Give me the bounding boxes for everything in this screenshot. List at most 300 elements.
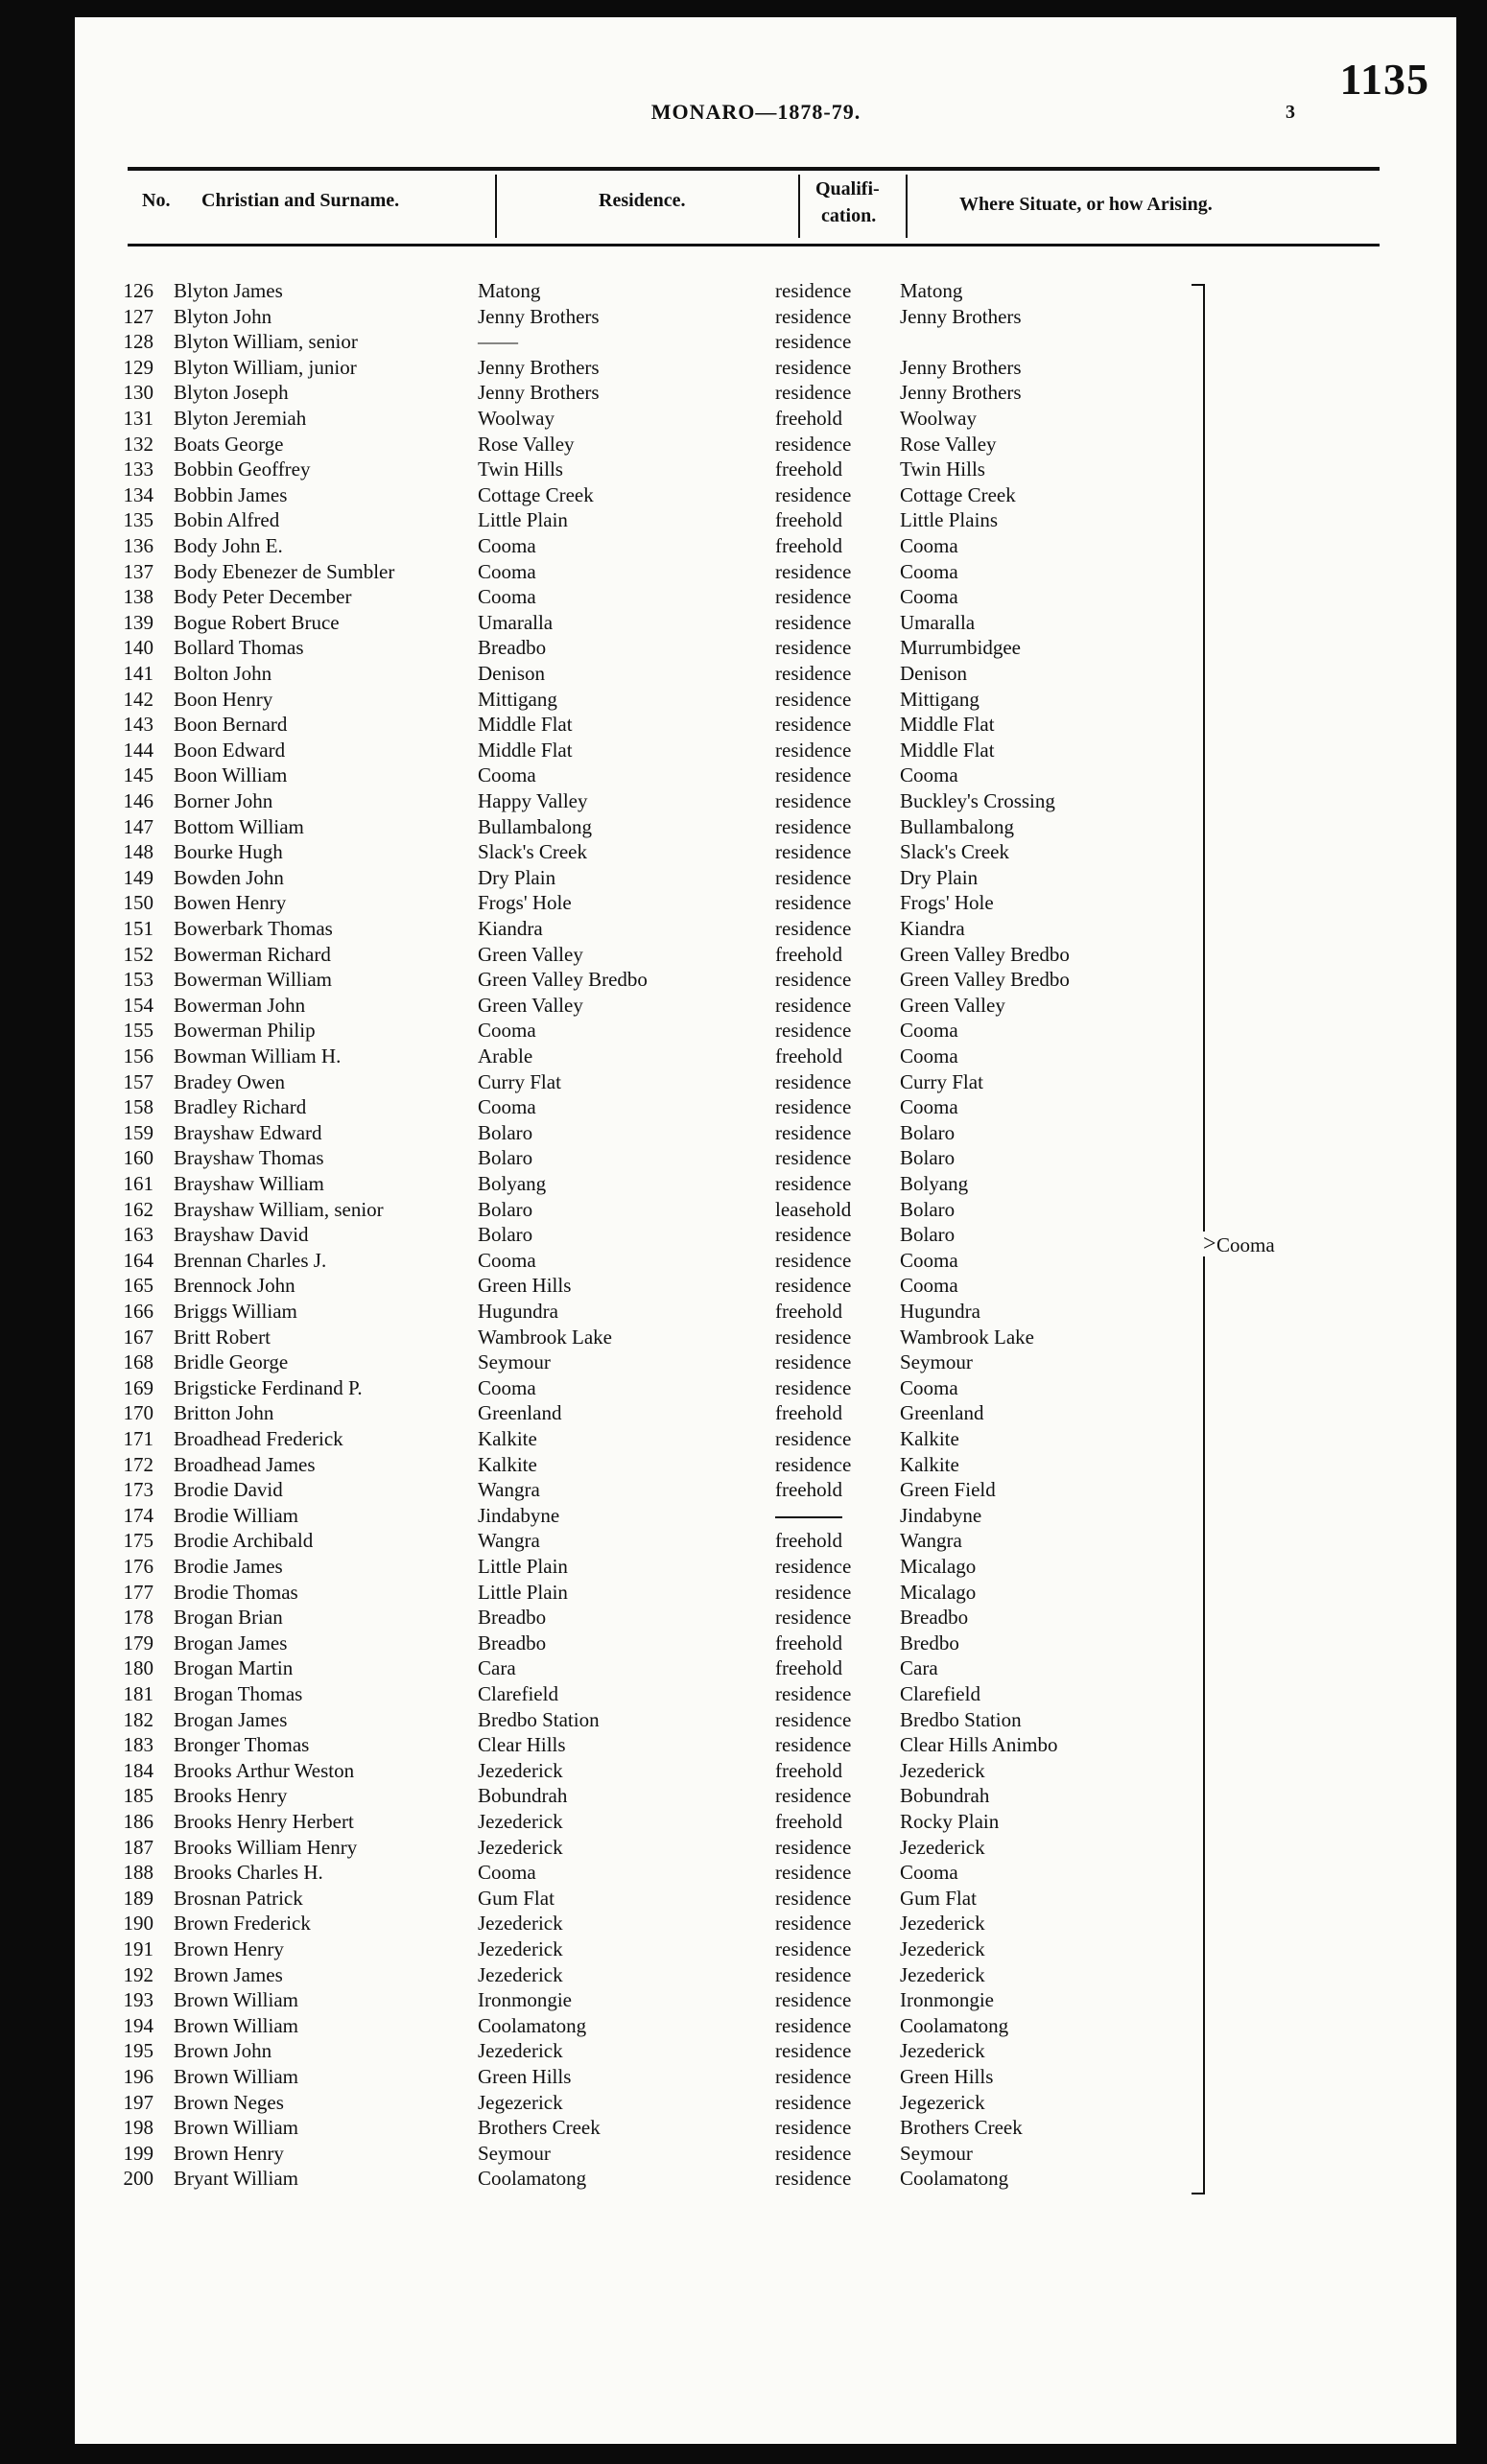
row-where: Rose Valley bbox=[900, 432, 997, 456]
row-where: Kalkite bbox=[900, 1452, 959, 1476]
row-number: 194 bbox=[123, 2013, 153, 2037]
page-title: MONARO—1878-79. bbox=[650, 100, 862, 124]
row-where: Jenny Brothers bbox=[900, 304, 1022, 328]
row-where: Cooma bbox=[900, 585, 958, 609]
row-name: Broadhead James bbox=[174, 1452, 316, 1476]
row-where: Bolaro bbox=[900, 1197, 956, 1221]
row-number: 183 bbox=[123, 1733, 153, 1757]
table-row bbox=[75, 1605, 1188, 1630]
table-row bbox=[75, 380, 1188, 405]
table-row bbox=[75, 865, 1188, 890]
row-where: Gum Flat bbox=[900, 1886, 977, 1910]
table-row bbox=[75, 1528, 1188, 1553]
row-qualification: residence bbox=[775, 1707, 852, 1731]
row-name: Bowerman Richard bbox=[174, 942, 331, 966]
row-where: Ironmongie bbox=[900, 1988, 994, 2012]
row-name: Brown William bbox=[174, 2065, 299, 2088]
row-residence: Denison bbox=[478, 662, 545, 685]
row-where: Green Hills bbox=[900, 2065, 994, 2088]
bracket-line-lower bbox=[1203, 1256, 1205, 2177]
row-residence: Green Valley bbox=[478, 942, 583, 966]
row-number: 200 bbox=[123, 2167, 153, 2191]
row-number: 152 bbox=[123, 942, 153, 966]
table-row bbox=[75, 406, 1188, 431]
row-name: Bourke Hugh bbox=[174, 840, 283, 864]
row-number: 192 bbox=[123, 1962, 153, 1986]
header-rule-bottom bbox=[128, 244, 1380, 246]
row-residence: Mittigang bbox=[478, 687, 557, 711]
row-number: 145 bbox=[123, 763, 153, 787]
row-number: 157 bbox=[123, 1069, 153, 1093]
row-where: Cooma bbox=[900, 534, 958, 557]
row-name: Blyton Joseph bbox=[174, 381, 289, 405]
row-name: Bobbin Geoffrey bbox=[174, 458, 311, 481]
table-row bbox=[75, 1936, 1188, 1961]
row-number: 190 bbox=[123, 1912, 153, 1936]
table-row bbox=[75, 788, 1188, 813]
table-row bbox=[75, 1197, 1188, 1222]
row-name: Blyton Jeremiah bbox=[174, 407, 307, 430]
table-row bbox=[75, 2064, 1188, 2089]
row-residence: Cooma bbox=[478, 559, 536, 583]
row-name: Bridle George bbox=[174, 1350, 289, 1374]
row-qualification: residence bbox=[775, 865, 852, 889]
row-residence: Bobundrah bbox=[478, 1784, 568, 1808]
row-residence: Gum Flat bbox=[478, 1886, 555, 1910]
row-qualification: residence bbox=[775, 1886, 852, 1910]
row-residence: Jezederick bbox=[478, 1912, 563, 1936]
row-residence: Bredbo Station bbox=[478, 1707, 600, 1731]
table-row bbox=[75, 1426, 1188, 1451]
row-name: Brayshaw William bbox=[174, 1172, 324, 1195]
row-name: Boon Edward bbox=[174, 738, 286, 762]
row-where: Brothers Creek bbox=[900, 2116, 1023, 2140]
row-residence: Bolaro bbox=[478, 1120, 533, 1144]
table-row bbox=[75, 993, 1188, 1018]
row-number: 199 bbox=[123, 2141, 153, 2165]
row-name: Brooks Charles H. bbox=[174, 1861, 323, 1885]
row-residence: Jindabyne bbox=[478, 1503, 560, 1527]
table-row bbox=[75, 1554, 1188, 1579]
row-name: Brayshaw Edward bbox=[174, 1120, 322, 1144]
row-residence: Coolamatong bbox=[478, 2013, 587, 2037]
row-name: Brayshaw David bbox=[174, 1223, 309, 1247]
row-qualification: residence bbox=[775, 763, 852, 787]
table-row bbox=[75, 839, 1188, 864]
row-residence: Cooma bbox=[478, 1861, 536, 1885]
row-residence: Clarefield bbox=[478, 1682, 558, 1705]
row-residence: Rose Valley bbox=[478, 432, 575, 456]
row-where: Breadbo bbox=[900, 1606, 969, 1630]
row-name: Brown Henry bbox=[174, 2141, 284, 2165]
table-row bbox=[75, 1835, 1188, 1860]
header-rule-top bbox=[128, 167, 1380, 171]
row-qualification: freehold bbox=[775, 1758, 842, 1782]
row-number: 154 bbox=[123, 993, 153, 1017]
row-qualification: freehold bbox=[775, 1631, 842, 1654]
row-number: 189 bbox=[123, 1886, 153, 1910]
row-name: Brooks Arthur Weston bbox=[174, 1758, 355, 1782]
row-residence: Jezederick bbox=[478, 1758, 563, 1782]
row-residence: Breadbo bbox=[478, 1606, 547, 1630]
row-where: Murrumbidgee bbox=[900, 636, 1021, 660]
row-where: Kiandra bbox=[900, 917, 965, 940]
row-qualification: residence bbox=[775, 662, 852, 685]
row-number: 160 bbox=[123, 1146, 153, 1170]
row-number: 132 bbox=[123, 432, 153, 456]
row-residence: Wangra bbox=[478, 1478, 540, 1502]
row-qualification: residence bbox=[775, 1682, 852, 1705]
row-name: Bowerbark Thomas bbox=[174, 917, 333, 940]
table-row bbox=[75, 1886, 1188, 1911]
row-residence: Green Hills bbox=[478, 1274, 572, 1298]
row-name: Brown William bbox=[174, 2116, 299, 2140]
row-qualification: residence bbox=[775, 1861, 852, 1885]
table-row bbox=[75, 432, 1188, 457]
row-where: Green Field bbox=[900, 1478, 996, 1502]
row-where: Slack's Creek bbox=[900, 840, 1010, 864]
row-residence: Jezederick bbox=[478, 1962, 563, 1986]
table-row bbox=[75, 1809, 1188, 1834]
row-qualification: freehold bbox=[775, 458, 842, 481]
row-name: Brogan James bbox=[174, 1707, 288, 1731]
row-qualification: residence bbox=[775, 610, 852, 634]
table-row bbox=[75, 661, 1188, 686]
row-number: 166 bbox=[123, 1300, 153, 1323]
row-residence: Bullambalong bbox=[478, 814, 592, 838]
table-row bbox=[75, 1044, 1188, 1068]
row-name: Broadhead Frederick bbox=[174, 1427, 343, 1450]
row-name: Bobbin James bbox=[174, 482, 288, 506]
row-where: Bolaro bbox=[900, 1223, 956, 1247]
row-qualification: residence bbox=[775, 1912, 852, 1936]
row-number: 169 bbox=[123, 1375, 153, 1399]
row-residence: Cooma bbox=[478, 763, 536, 787]
row-number: 188 bbox=[123, 1861, 153, 1885]
row-qualification: residence bbox=[775, 2141, 852, 2165]
table-row bbox=[75, 2013, 1188, 2038]
row-number: 129 bbox=[123, 355, 153, 379]
row-name: Brodie David bbox=[174, 1478, 283, 1502]
row-residence: —— bbox=[478, 330, 518, 354]
row-qualification: residence bbox=[775, 1120, 852, 1144]
row-residence: Jenny Brothers bbox=[478, 304, 600, 328]
table-row bbox=[75, 507, 1188, 532]
row-residence: Green Valley Bredbo bbox=[478, 968, 648, 992]
row-qualification: residence bbox=[775, 1350, 852, 1374]
row-name: Blyton John bbox=[174, 304, 272, 328]
row-residence: Jezederick bbox=[478, 1835, 563, 1859]
row-residence: Arable bbox=[478, 1044, 533, 1068]
row-number: 174 bbox=[123, 1503, 153, 1527]
row-name: Bowerman John bbox=[174, 993, 306, 1017]
column-divider bbox=[906, 175, 908, 238]
row-where: Bredbo Station bbox=[900, 1707, 1022, 1731]
row-residence: Hugundra bbox=[478, 1300, 558, 1323]
row-residence: Twin Hills bbox=[478, 458, 563, 481]
page bbox=[75, 17, 1456, 2444]
row-qualification: residence bbox=[775, 1274, 852, 1298]
table-row bbox=[75, 1222, 1188, 1247]
table-row bbox=[75, 1400, 1188, 1425]
row-name: Bradley Richard bbox=[174, 1095, 307, 1119]
row-name: Bollard Thomas bbox=[174, 636, 304, 660]
row-qualification: residence bbox=[775, 1580, 852, 1604]
sheet-number: 3 bbox=[1286, 102, 1295, 123]
row-name: Brodie Thomas bbox=[174, 1580, 298, 1604]
row-where: Wangra bbox=[900, 1529, 962, 1553]
row-where: Bolaro bbox=[900, 1146, 956, 1170]
row-where: Micalago bbox=[900, 1580, 977, 1604]
table-row bbox=[75, 2141, 1188, 2166]
row-number: 141 bbox=[123, 662, 153, 685]
row-number: 140 bbox=[123, 636, 153, 660]
row-qualification: residence bbox=[775, 1146, 852, 1170]
row-name: Brooks William Henry bbox=[174, 1835, 358, 1859]
blank-dash bbox=[775, 1516, 842, 1518]
row-qualification: residence bbox=[775, 559, 852, 583]
row-qualification: leasehold bbox=[775, 1197, 852, 1221]
row-name: Bowen Henry bbox=[174, 891, 287, 915]
row-qualification: residence bbox=[775, 1427, 852, 1450]
row-qualification: residence bbox=[775, 2039, 852, 2063]
row-residence: Cottage Creek bbox=[478, 482, 594, 506]
row-qualification: residence bbox=[775, 1988, 852, 2012]
table-row bbox=[75, 482, 1188, 507]
row-qualification: residence bbox=[775, 917, 852, 940]
table-row bbox=[75, 1069, 1188, 1094]
col-header-where: Where Situate, or how Arising. bbox=[959, 194, 1213, 215]
row-where: Green Valley Bredbo bbox=[900, 968, 1070, 992]
row-where: Mittigang bbox=[900, 687, 980, 711]
row-name: Briggs William bbox=[174, 1300, 297, 1323]
row-where: Green Valley Bredbo bbox=[900, 942, 1070, 966]
row-qualification: residence bbox=[775, 2090, 852, 2114]
row-qualification: residence bbox=[775, 1555, 852, 1578]
row-name: Brown Frederick bbox=[174, 1912, 311, 1936]
row-where: Hugundra bbox=[900, 1300, 980, 1323]
table-row bbox=[75, 1911, 1188, 1936]
row-name: Brown James bbox=[174, 1962, 283, 1986]
row-qualification: residence bbox=[775, 355, 852, 379]
row-qualification: residence bbox=[775, 1069, 852, 1093]
row-residence: Little Plain bbox=[478, 1580, 568, 1604]
table-row bbox=[75, 1707, 1188, 1732]
row-qualification: residence bbox=[775, 1019, 852, 1043]
row-number: 146 bbox=[123, 789, 153, 812]
row-where: Jegezerick bbox=[900, 2090, 985, 2114]
row-name: Brown John bbox=[174, 2039, 272, 2063]
row-where: Bobundrah bbox=[900, 1784, 990, 1808]
row-qualification: residence bbox=[775, 1937, 852, 1960]
row-name: Bowman William H. bbox=[174, 1044, 342, 1068]
row-qualification: freehold bbox=[775, 534, 842, 557]
row-name: Brayshaw Thomas bbox=[174, 1146, 324, 1170]
row-name: Brooks Henry bbox=[174, 1784, 288, 1808]
row-where: Green Valley bbox=[900, 993, 1005, 1017]
row-residence: Kiandra bbox=[478, 917, 543, 940]
row-where: Curry Flat bbox=[900, 1069, 983, 1093]
row-number: 162 bbox=[123, 1197, 153, 1221]
row-name: Body John E. bbox=[174, 534, 283, 557]
row-number: 130 bbox=[123, 381, 153, 405]
row-number: 133 bbox=[123, 458, 153, 481]
row-number: 159 bbox=[123, 1120, 153, 1144]
row-qualification: residence bbox=[775, 1962, 852, 1986]
row-number: 184 bbox=[123, 1758, 153, 1782]
row-name: Brown Henry bbox=[174, 1937, 284, 1960]
row-name: Brogan Brian bbox=[174, 1606, 283, 1630]
row-where: Seymour bbox=[900, 1350, 973, 1374]
row-number: 171 bbox=[123, 1427, 153, 1450]
row-where: Jezederick bbox=[900, 2039, 985, 2063]
table-row bbox=[75, 278, 1188, 303]
row-number: 176 bbox=[123, 1555, 153, 1578]
table-row bbox=[75, 635, 1188, 660]
table-row bbox=[75, 1325, 1188, 1349]
row-name: Britt Robert bbox=[174, 1325, 271, 1349]
table-row bbox=[75, 687, 1188, 712]
row-where: Jezederick bbox=[900, 1962, 985, 1986]
row-number: 165 bbox=[123, 1274, 153, 1298]
col-header-name: Christian and Surname. bbox=[201, 190, 400, 211]
table-row bbox=[75, 814, 1188, 839]
row-qualification: residence bbox=[775, 2167, 852, 2191]
row-qualification: residence bbox=[775, 1095, 852, 1119]
row-qualification: freehold bbox=[775, 942, 842, 966]
row-qualification bbox=[775, 1503, 842, 1528]
row-where: Jindabyne bbox=[900, 1503, 982, 1527]
row-name: Boats George bbox=[174, 432, 284, 456]
row-where: Buckley's Crossing bbox=[900, 789, 1055, 812]
row-name: Brigsticke Ferdinand P. bbox=[174, 1375, 363, 1399]
row-where: Twin Hills bbox=[900, 458, 985, 481]
table-row bbox=[75, 1477, 1188, 1502]
row-name: Blyton William, junior bbox=[174, 355, 357, 379]
row-qualification: residence bbox=[775, 814, 852, 838]
row-number: 167 bbox=[123, 1325, 153, 1349]
row-where: Little Plains bbox=[900, 508, 999, 532]
row-qualification: residence bbox=[775, 1606, 852, 1630]
row-qualification: residence bbox=[775, 891, 852, 915]
row-name: Brosnan Patrick bbox=[174, 1886, 303, 1910]
table-row bbox=[75, 533, 1188, 558]
row-number: 191 bbox=[123, 1937, 153, 1960]
row-qualification: freehold bbox=[775, 1478, 842, 1502]
row-residence: Dry Plain bbox=[478, 865, 556, 889]
row-where: Bolyang bbox=[900, 1172, 969, 1195]
row-number: 137 bbox=[123, 559, 153, 583]
row-residence: Jenny Brothers bbox=[478, 381, 600, 405]
row-name: Brown Neges bbox=[174, 2090, 284, 2114]
row-number: 175 bbox=[123, 1529, 153, 1553]
row-name: Blyton James bbox=[174, 279, 283, 302]
row-residence: Green Valley bbox=[478, 993, 583, 1017]
table-row bbox=[75, 304, 1188, 329]
row-qualification: residence bbox=[775, 993, 852, 1017]
row-qualification: residence bbox=[775, 713, 852, 737]
row-qualification: residence bbox=[775, 968, 852, 992]
row-where: Wambrook Lake bbox=[900, 1325, 1035, 1349]
row-qualification: freehold bbox=[775, 1529, 842, 1553]
row-name: Boon Bernard bbox=[174, 713, 288, 737]
row-where: Cottage Creek bbox=[900, 482, 1016, 506]
row-qualification: residence bbox=[775, 330, 852, 354]
row-residence: Jezederick bbox=[478, 1810, 563, 1833]
row-number: 127 bbox=[123, 304, 153, 328]
row-qualification: residence bbox=[775, 304, 852, 328]
row-qualification: residence bbox=[775, 279, 852, 302]
row-number: 164 bbox=[123, 1248, 153, 1272]
row-where: Seymour bbox=[900, 2141, 973, 2165]
row-qualification: residence bbox=[775, 1835, 852, 1859]
row-where: Jezederick bbox=[900, 1835, 985, 1859]
row-number: 158 bbox=[123, 1095, 153, 1119]
row-residence: Middle Flat bbox=[478, 713, 573, 737]
row-number: 134 bbox=[123, 482, 153, 506]
row-qualification: freehold bbox=[775, 1300, 842, 1323]
row-residence: Breadbo bbox=[478, 636, 547, 660]
row-name: Brown William bbox=[174, 2013, 299, 2037]
row-qualification: residence bbox=[775, 381, 852, 405]
row-number: 193 bbox=[123, 1988, 153, 2012]
row-qualification: residence bbox=[775, 1733, 852, 1757]
row-residence: Matong bbox=[478, 279, 541, 302]
table-row bbox=[75, 1580, 1188, 1605]
row-residence: Cara bbox=[478, 1656, 516, 1680]
table-row bbox=[75, 559, 1188, 584]
row-name: Brogan James bbox=[174, 1631, 288, 1654]
row-qualification: residence bbox=[775, 1325, 852, 1349]
row-name: Bowerman Philip bbox=[174, 1019, 316, 1043]
row-residence: Cooma bbox=[478, 1375, 536, 1399]
row-residence: Kalkite bbox=[478, 1427, 537, 1450]
row-qualification: residence bbox=[775, 2065, 852, 2088]
row-where: Dry Plain bbox=[900, 865, 979, 889]
row-residence: Bolaro bbox=[478, 1223, 533, 1247]
table-row bbox=[75, 1375, 1188, 1400]
row-number: 142 bbox=[123, 687, 153, 711]
row-qualification: residence bbox=[775, 482, 852, 506]
row-name: Brodie William bbox=[174, 1503, 298, 1527]
row-where: Jenny Brothers bbox=[900, 381, 1022, 405]
row-residence: Wambrook Lake bbox=[478, 1325, 613, 1349]
row-residence: Frogs' Hole bbox=[478, 891, 572, 915]
row-residence: Seymour bbox=[478, 1350, 551, 1374]
table-row bbox=[75, 2166, 1188, 2191]
row-name: Brennock John bbox=[174, 1274, 295, 1298]
row-where: Rocky Plain bbox=[900, 1810, 1000, 1833]
row-number: 148 bbox=[123, 840, 153, 864]
row-where: Cooma bbox=[900, 1095, 958, 1119]
row-residence: Kalkite bbox=[478, 1452, 537, 1476]
row-number: 156 bbox=[123, 1044, 153, 1068]
row-where: Clear Hills Animbo bbox=[900, 1733, 1058, 1757]
row-residence: Cooma bbox=[478, 1248, 536, 1272]
table-row bbox=[75, 1171, 1188, 1196]
row-residence: Woolway bbox=[478, 407, 555, 430]
row-residence: Curry Flat bbox=[478, 1069, 561, 1093]
row-residence: Jezederick bbox=[478, 1937, 563, 1960]
row-residence: Wangra bbox=[478, 1529, 540, 1553]
row-residence: Cooma bbox=[478, 534, 536, 557]
row-number: 198 bbox=[123, 2116, 153, 2140]
table-row bbox=[75, 329, 1188, 354]
row-residence: Ironmongie bbox=[478, 1988, 572, 2012]
row-name: Brown William bbox=[174, 1988, 299, 2012]
table-row bbox=[75, 916, 1188, 941]
row-where: Micalago bbox=[900, 1555, 977, 1578]
